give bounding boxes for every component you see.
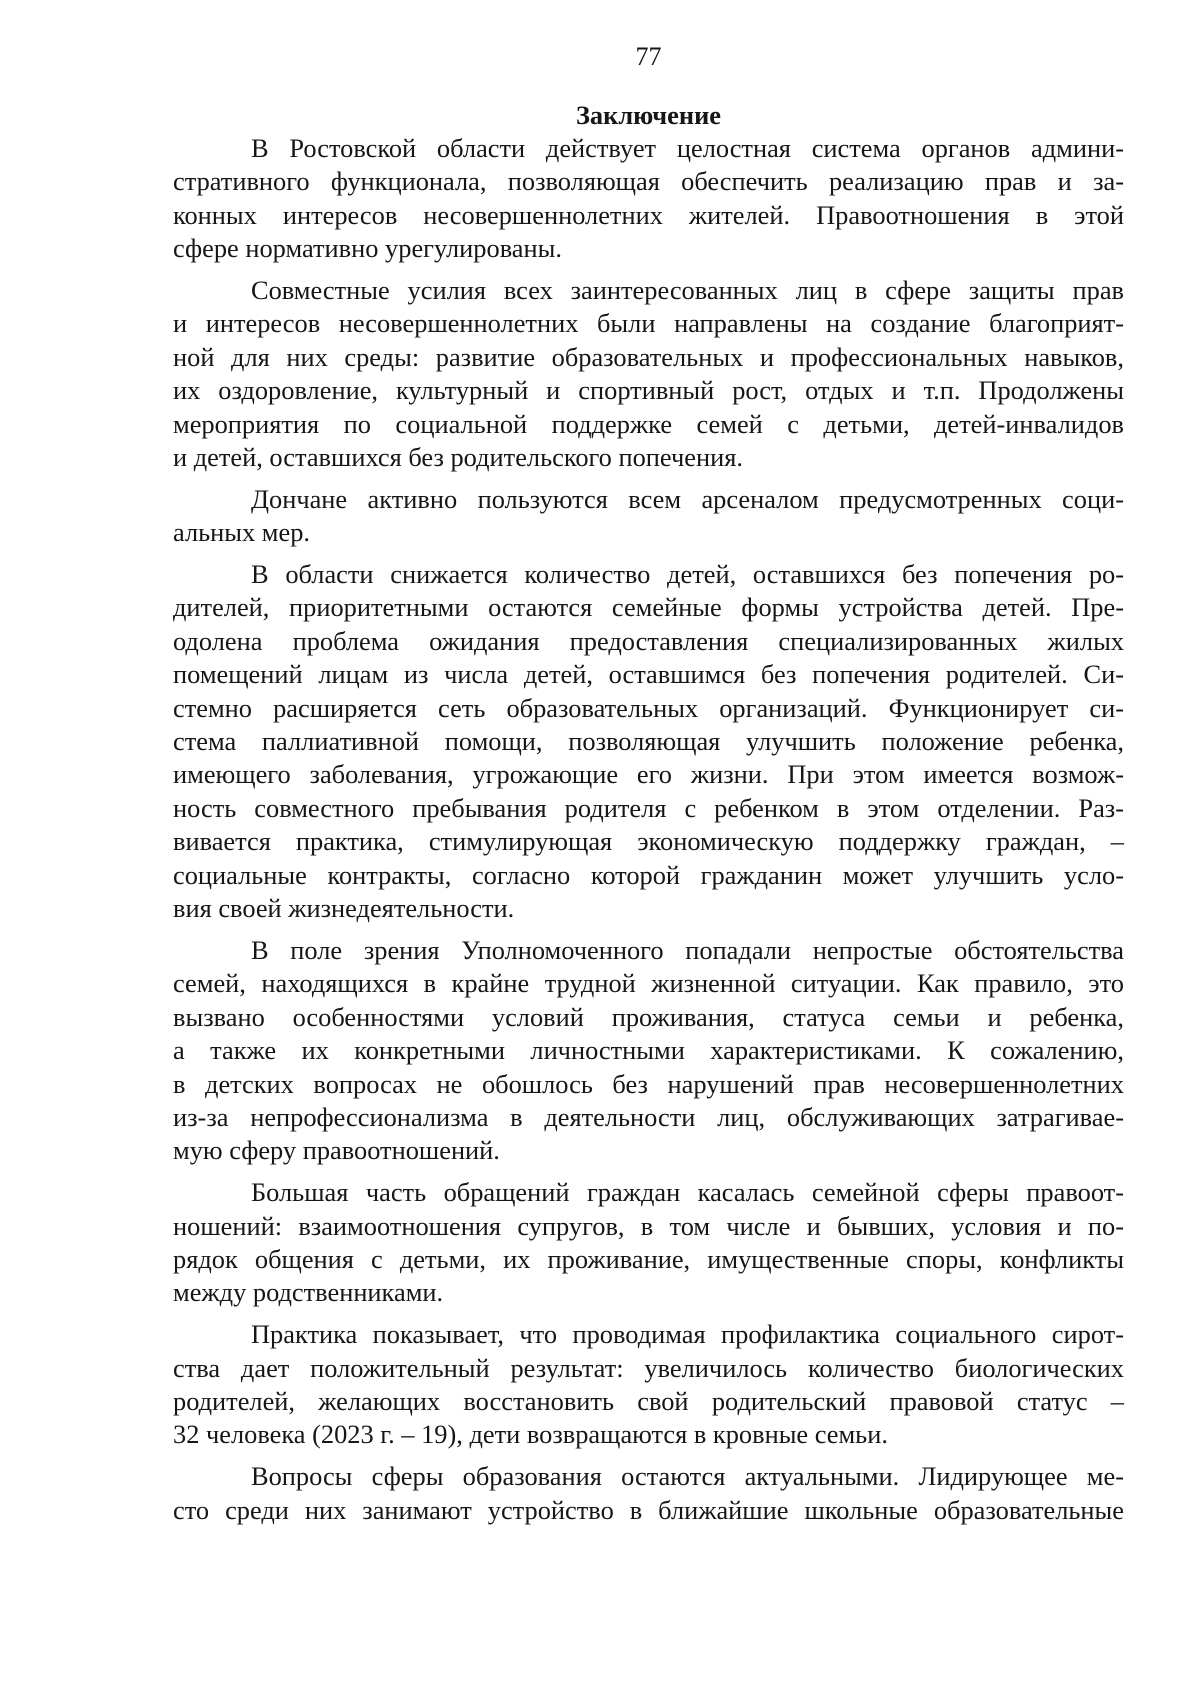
text-line: Вопросы сферы образования остаются актуальными. Лидирующее ме-	[251, 1461, 1124, 1492]
text-line: мую сферу правоотношений.	[173, 1135, 500, 1166]
document-page	[173, 40, 1124, 1535]
text-line: ной для них среды: развитие образовательных и профессиональных навыков,	[173, 341, 1124, 372]
paragraph	[173, 558, 1124, 925]
paragraph	[173, 483, 1124, 550]
text-line: стемно расширяется сеть образовательных организаций. Функционирует си-	[173, 692, 1124, 723]
text-line: дителей, приоритетными остаются семейные формы устройства детей. Пре-	[173, 592, 1124, 623]
text-line: ства дает положительный результат: увеличилось количество биологических	[173, 1352, 1124, 1383]
text-line: помещений лицам из числа детей, оставшимся без попечения родителей. Си-	[173, 659, 1124, 690]
paragraph	[173, 1460, 1124, 1527]
paragraph	[173, 1176, 1124, 1310]
body-text	[173, 132, 1124, 1527]
text-line: одолена проблема ожидания предоставления специализированных жилых	[173, 625, 1124, 656]
text-line: и интересов несовершеннолетних были направлены на создание благоприят-	[173, 308, 1124, 339]
paragraph	[173, 934, 1124, 1168]
text-line: В поле зрения Уполномоченного попадали непростые обстоятельства	[251, 934, 1124, 965]
text-line: вивается практика, стимулирующая экономическую поддержку граждан, –	[173, 826, 1124, 857]
text-line: стема паллиативной помощи, позволяющая улучшить положение ребенка,	[173, 726, 1124, 757]
text-line: в детских вопросах не обошлось без нарушений прав несовершеннолетних	[173, 1068, 1124, 1099]
text-line: ношений: взаимоотношения супругов, в том числе и бывших, условия и по-	[173, 1210, 1124, 1241]
text-line: Совместные усилия всех заинтересованных лиц в сфере защиты прав	[251, 275, 1124, 306]
text-line: имеющего заболевания, угрожающие его жизни. При этом имеется возмож-	[173, 759, 1124, 790]
text-line: ность совместного пребывания родителя с ребенком в этом отделении. Раз-	[173, 792, 1124, 823]
text-line: стративного функционала, позволяющая обеспечить реализацию прав и за-	[173, 166, 1124, 197]
paragraph	[173, 132, 1124, 266]
text-line: между родственниками.	[173, 1277, 444, 1308]
section-title: Заключение	[575, 100, 722, 130]
text-line: а также их конкретными личностными характеристиками. К сожалению,	[173, 1035, 1124, 1066]
text-line: из-за непрофессионализма в деятельности лиц, обслуживающих затрагивае-	[173, 1101, 1124, 1132]
text-line: конных интересов несовершеннолетних жителей. Правоотношения в этой	[173, 199, 1124, 230]
text-line: и детей, оставшихся без родительского попечения.	[173, 442, 743, 473]
text-line: родителей, желающих восстановить свой родительский правовой статус –	[173, 1385, 1124, 1416]
text-line: вызвано особенностями условий проживания, статуса семьи и ребенка,	[173, 1001, 1124, 1032]
text-line: В Ростовской области действует целостная система органов админи-	[251, 133, 1124, 163]
text-line: их оздоровление, культурный и спортивный рост, отдых и т.п. Продолжены	[173, 375, 1124, 406]
paragraph	[173, 274, 1124, 474]
page-number: 77	[635, 42, 662, 71]
paragraph	[173, 1318, 1124, 1452]
text-line: вия своей жизнедеятельности.	[173, 893, 515, 924]
text-line: мероприятия по социальной поддержке семей с детьми, детей-инвалидов	[173, 408, 1124, 439]
text-line: Большая часть обращений граждан касалась семейной сферы правоот-	[251, 1177, 1124, 1208]
text-line: альных мер.	[173, 517, 311, 548]
text-line: социальные контракты, согласно которой гражданин может улучшить усло-	[173, 859, 1124, 890]
text-line: 32 человека (2023 г. – 19), дети возвращаются в кровные семьи.	[173, 1419, 888, 1450]
text-line: сто среди них занимают устройство в ближайшие школьные образовательные	[173, 1494, 1124, 1525]
text-line: сфере нормативно урегулированы.	[173, 233, 562, 264]
text-line: рядок общения с детьми, их проживание, имущественные споры, конфликты	[173, 1243, 1124, 1274]
text-line: семей, находящихся в крайне трудной жизненной ситуации. Как правило, это	[173, 968, 1124, 999]
text-line: Дончане активно пользуются всем арсеналом предусмотренных соци-	[251, 483, 1124, 514]
text-line: Практика показывает, что проводимая профилактика социального сирот-	[251, 1319, 1124, 1350]
text-line: В области снижается количество детей, оставшихся без попечения ро-	[251, 559, 1124, 590]
